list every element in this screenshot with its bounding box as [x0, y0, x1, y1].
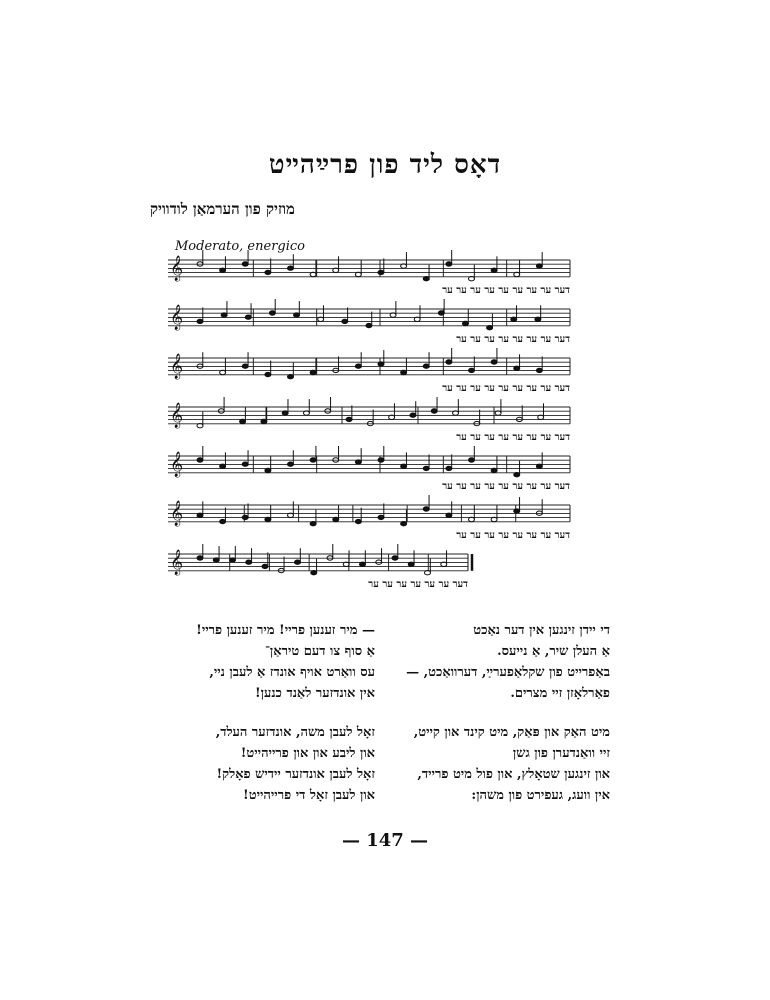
note-head: [342, 319, 348, 323]
note-head: [378, 458, 384, 462]
note-head: [242, 364, 248, 368]
note-head: [469, 368, 475, 372]
verse-line: און ליבע און און פרייהייט!: [240, 746, 375, 761]
note-head: [446, 466, 452, 470]
note-head: [265, 517, 271, 521]
note-head: [491, 468, 497, 472]
note-head: [295, 560, 301, 564]
note-head: [242, 515, 248, 519]
lyric-row: דער ער ער ער ער ער ער ער: [456, 431, 570, 443]
note-head: [491, 360, 497, 364]
note-head: [423, 507, 429, 511]
note-head: [469, 458, 475, 462]
note-head: [245, 315, 251, 319]
treble-clef: 𝄞: [170, 305, 184, 330]
treble-clef: 𝄞: [170, 452, 184, 477]
lyric-row: דער ער ער ער ער ער ער ער ער: [442, 480, 570, 492]
note-head: [282, 411, 288, 415]
note-head: [535, 317, 541, 321]
treble-clef: 𝄞: [170, 354, 184, 379]
verse-line: אַ העלן שיר, אַ נייעס.: [497, 644, 610, 659]
page-number: — 147 —: [341, 830, 429, 851]
lyric-row: דער ער ער ער ער ער ער ער: [456, 529, 570, 541]
verses-column-left: [150, 620, 375, 824]
note-head: [288, 462, 294, 466]
verse-line: — מיר זענען פריי! מיר זענען פריי!: [196, 623, 375, 638]
lyric-row: דער ער ער ער ער ער ער ער ער: [442, 382, 570, 394]
verse-line: באַפרייט פון שקלאַפערײַ, דערוואַכט, —: [406, 665, 610, 680]
stanza: [150, 722, 375, 806]
verse-line: מיט האַק און פּאַק, מיט קינד און קייט,: [413, 725, 610, 740]
note-head: [410, 413, 416, 417]
note-head: [514, 509, 520, 513]
note-head: [220, 464, 226, 468]
treble-clef: 𝄞: [170, 403, 184, 428]
note-head: [197, 513, 203, 517]
score-svg: [150, 228, 590, 608]
note-head: [423, 277, 429, 281]
composer-credit: מוזיק פון הערמאַן לודוויק: [150, 200, 295, 218]
note-head: [265, 468, 271, 472]
note-head: [261, 419, 267, 423]
note-head: [265, 372, 271, 376]
note-head: [462, 321, 468, 325]
note-head: [514, 366, 520, 370]
note-head: [431, 409, 437, 413]
lyric-row: דער ער ער ער ער ער ער ער: [456, 333, 570, 345]
verse-line: און זינגען שטאָלץ, און פול מיט פרייד,: [417, 767, 610, 782]
treble-clef: 𝄞: [170, 256, 184, 281]
song-title: דאָס ליד פון פרײַהײט: [268, 150, 502, 180]
note-head: [288, 266, 294, 270]
verses-block: [150, 620, 610, 803]
note-head: [346, 417, 352, 421]
note-head: [220, 519, 226, 523]
note-head: [514, 473, 520, 477]
note-head: [355, 460, 361, 464]
lyric-row: דער ער ער ער ער ער ער: [368, 578, 468, 590]
treble-clef: 𝄞: [170, 501, 184, 526]
note-head: [487, 326, 493, 330]
treble-clef: 𝄞: [170, 550, 184, 575]
note-head: [246, 560, 252, 564]
note-head: [378, 515, 384, 519]
note-head: [269, 311, 275, 315]
note-head: [408, 562, 414, 566]
note-head: [392, 556, 398, 560]
note-head: [401, 370, 407, 374]
note-head: [240, 419, 246, 423]
note-head: [446, 360, 452, 364]
note-head: [366, 323, 372, 327]
note-head: [242, 262, 248, 266]
verses-column-right: [385, 620, 610, 824]
verse-line: אין אונדזער לאַנד כנען!: [254, 686, 375, 701]
verse-line: אַ סוף צו דעם טיראַן־: [264, 644, 375, 659]
note-head: [333, 517, 339, 521]
note-head: [197, 319, 203, 323]
note-head: [423, 466, 429, 470]
verse-line: זאָל לעבן משה, אונדזער העלד,: [215, 725, 375, 740]
stanza: [385, 620, 610, 704]
note-head: [491, 268, 497, 272]
note-head: [213, 558, 219, 562]
note-head: [230, 558, 236, 562]
verse-line: זיי וואַנדערן פון גשן: [512, 746, 610, 761]
lyric-row: דער ער ער ער ער ער ער ער ער: [442, 284, 570, 296]
note-head: [311, 571, 317, 575]
note-head: [378, 362, 384, 366]
note-head: [401, 522, 407, 526]
verse-line: עס וואַרט אויף אונדז אַ לעבן ניי,: [209, 665, 375, 680]
note-head: [197, 458, 203, 462]
note-head: [310, 458, 316, 462]
verse-line: די יידן זינגען אין דער נאַכט: [473, 623, 610, 638]
note-head: [262, 564, 268, 568]
note-head: [355, 519, 361, 523]
note-head: [288, 375, 294, 379]
note-head: [401, 464, 407, 468]
verse-line: זאָל לעבן אונדזער יידיש פאָלק!: [216, 767, 375, 782]
stanza: [150, 620, 375, 704]
note-head: [220, 268, 226, 272]
note-head: [446, 513, 452, 517]
note-head: [265, 270, 271, 274]
note-head: [536, 464, 542, 468]
note-head: [242, 462, 248, 466]
note-head: [360, 562, 366, 566]
music-score: [150, 228, 590, 608]
verse-line: פאַרלאָזן זיי מצרים.: [510, 686, 610, 701]
verse-line: אין וועג, געפירט פון משהן:: [471, 788, 610, 803]
tempo-marking: Moderato, energico: [175, 239, 305, 254]
note-head: [310, 370, 316, 374]
note-head: [536, 368, 542, 372]
note-head: [536, 264, 542, 268]
note-head: [423, 364, 429, 368]
note-head: [355, 364, 361, 368]
note-head: [310, 522, 316, 526]
note-head: [446, 262, 452, 266]
note-head: [294, 313, 300, 317]
note-head: [221, 313, 227, 317]
note-head: [378, 270, 384, 274]
stanza: [385, 722, 610, 806]
note-head: [438, 311, 444, 315]
note-head: [511, 317, 517, 321]
verse-line: און לעבן זאָל די פרייהייט!: [243, 788, 375, 803]
note-head: [197, 556, 203, 560]
